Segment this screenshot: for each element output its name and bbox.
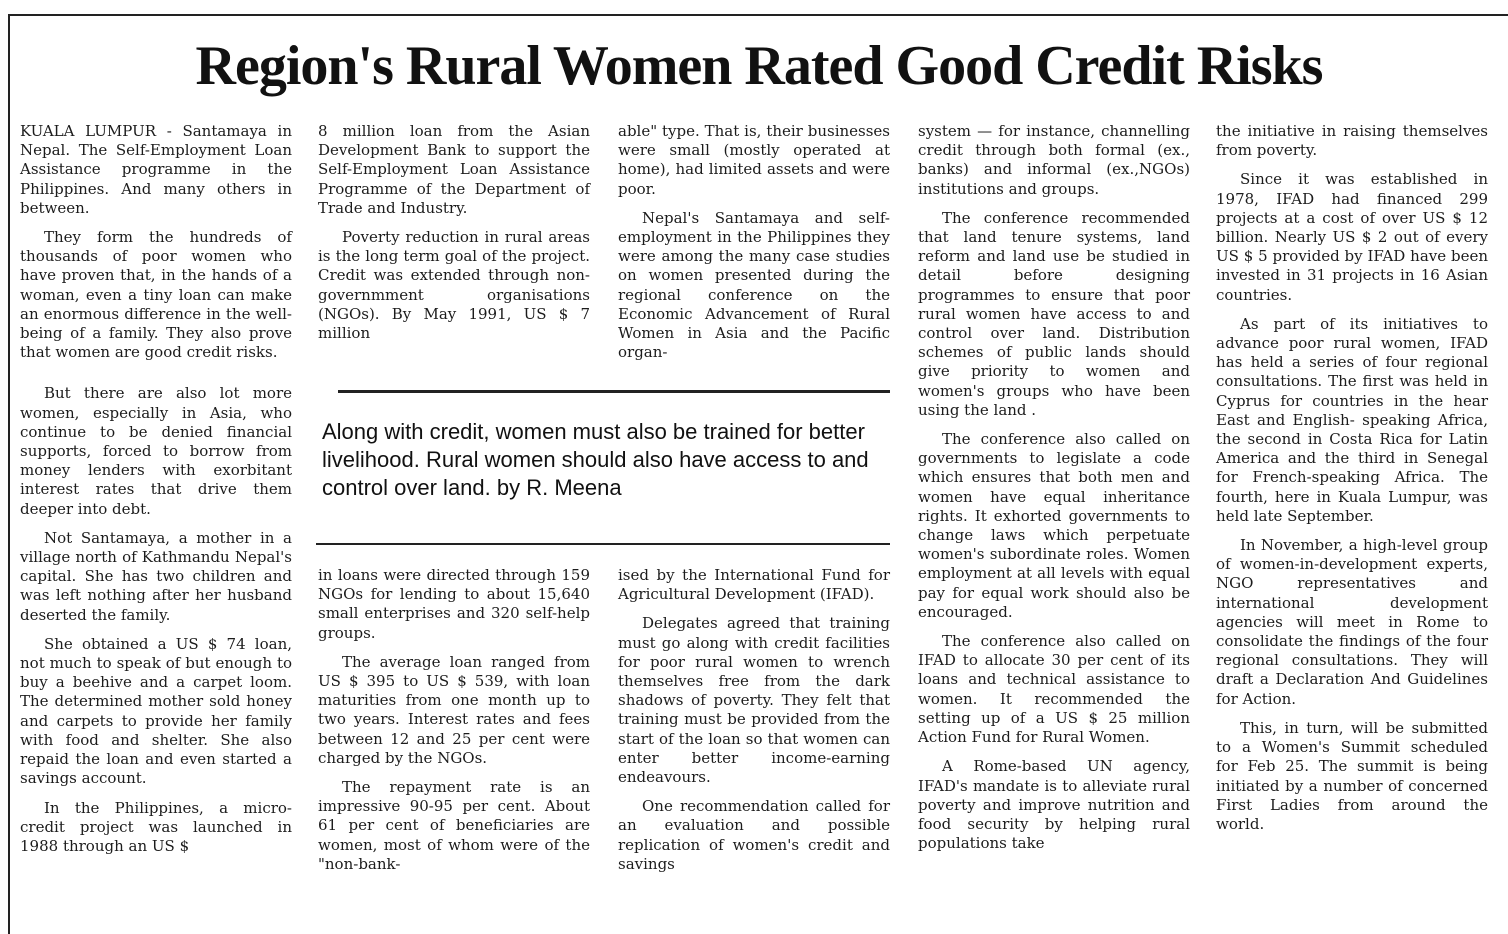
left-border-rule	[8, 14, 10, 934]
paragraph: Not Santamaya, a mother in a village north of Kathmandu Nepal's capital. She has two children and was left nothing after her husband deserted the family.	[20, 528, 292, 624]
paragraph: The repayment rate is an impressive 90-95 per cent. About 61 per cent of beneficiaries are women, most of whom were of the "non-bank-	[318, 778, 590, 873]
paragraph: This, in turn, will be submitted to a Women's Summit scheduled for Feb 25. The summit is being initiated by a number of concerned First Ladies from around the world.	[1216, 718, 1488, 833]
paragraph: Nepal's Santamaya and self-employment in the Philippines they were among the many case studies on women presented during the regional conference on the Economic Advancement of Rural Women in Asia and the Pacific organ-	[618, 208, 890, 362]
column-3-bottom	[618, 566, 890, 884]
paragraph: In the Philippines, a micro-credit project was launched in 1988 through an US $	[20, 798, 292, 855]
paragraph: One recommendation called for an evaluation and possible replication of women's credit and savings	[618, 797, 890, 873]
paragraph: A Rome-based UN agency, IFAD's mandate is to alleviate rural poverty and improve nutrition and food security by helping rural populations take	[918, 757, 1190, 853]
paragraph: Delegates agreed that training must go along with credit facilities for poor rural women to wrench themselves free from the dark shadows of poverty. They felt that training must be provided from the start of the loan so that women can enter better income-earning endeavours.	[618, 614, 890, 787]
pull-quote-bottom-rule	[316, 543, 890, 545]
paragraph: She obtained a US $ 74 loan, not much to speak of but enough to buy a beehive and a carpet loom. The determined mother sold honey and carpets to provide her family with food and shelter. She also repaid the loan and even started a savings account.	[20, 634, 292, 788]
paragraph: But there are also lot more women, especially in Asia, who continue to be denied financial supports, forced to borrow from money lenders with exorbitant interest rates that drive them deeper into debt.	[20, 384, 292, 518]
pull-quote-top-rule	[338, 390, 890, 393]
paragraph: system — for instance, channelling credit through both formal (ex., banks) and informal (ex.,NGOs) institutions and groups.	[918, 122, 1190, 198]
pull-quote: Along with credit, women must also be trained for better livelihood. Rural women should also have access to and control over land. by R. Meena	[322, 419, 869, 500]
column-5	[1216, 122, 1488, 844]
paragraph: The conference also called on IFAD to allocate 30 per cent of its loans and technical assistance to women. It recommended the setting up of a US $ 25 million Action Fund for Rural Women.	[918, 632, 1190, 747]
headline: Region's Rural Women Rated Good Credit Risks	[195, 35, 1323, 97]
paragraph: The conference also called on governments to legislate a code which ensures that both men and women have equal inheritance rights. It exhorted governments to change laws which perpetuate women's subordinate roles. Women employment at all levels with equal pay for equal work should also be encouraged.	[918, 430, 1190, 621]
paragraph: Since it was established in 1978, IFAD had financed 299 projects at a cost of over US $ 12 billion. Nearly US $ 2 out of every US $ 5 provided by IFAD have been invested in 31 projects in 16 Asian countries.	[1216, 170, 1488, 304]
column-1	[20, 122, 292, 866]
paragraph: The average loan ranged from US $ 395 to US $ 539, with loan maturities from one month up to two years. Interest rates and fees between 12 and 25 per cent were charged by the NGOs.	[318, 652, 590, 767]
column-3-top	[618, 122, 890, 372]
paragraph: KUALA LUMPUR - Santamaya in Nepal. The Self-Employment Loan Assistance programme in the Philippines. And many others in between.	[20, 122, 292, 217]
paragraph: In November, a high-level group of women-in-development experts, NGO representatives and international development agencies will meet in Rome to consolidate the findings of the four regional consultations. They will draft a Declaration And Guidelines for Action.	[1216, 536, 1488, 708]
column-2-top	[318, 122, 590, 353]
top-border-rule	[8, 14, 1508, 16]
paragraph: As part of its initiatives to advance poor rural women, IFAD has held a series of four regional consultations. The first was held in Cyprus for countries in the hear East and English- speaking Africa, the second in Costa Rica for Latin America and the third in Senegal for French-speaking Africa. The fourth, here in Kuala Lumpur, was held late September.	[1216, 314, 1488, 525]
paragraph: ised by the International Fund for Agricultural Development (IFAD).	[618, 566, 890, 604]
paragraph: the initiative in raising themselves from poverty.	[1216, 122, 1488, 160]
paragraph: The conference recommended that land tenure systems, land reform and land use be studied in detail before designing programmes to ensure that poor rural women have access to and control over land. Distribution schemes of public lands should give priority to women and women's groups who have been using the land .	[918, 208, 1190, 419]
paragraph: able" type. That is, their businesses were small (mostly operated at home), had limited assets and were poor.	[618, 122, 890, 198]
paragraph: Poverty reduction in rural areas is the long term goal of the project. Credit was extended through non-governmment organisations (NGOs). By May 1991, US $ 7 million	[318, 228, 590, 343]
column-4	[918, 122, 1190, 863]
paragraph: 8 million loan from the Asian Development Bank to support the Self-Employment Loan Assistance Programme of the Department of Trade and Industry.	[318, 122, 590, 217]
paragraph: They form the hundreds of thousands of poor women who have proven that, in the hands of a woman, even a tiny loan can make an enormous difference in the well-being of a family. They also prove that women are good credit risks.	[20, 228, 292, 362]
paragraph: in loans were directed through 159 NGOs for lending to about 15,640 small enterprises and 320 self-help groups.	[318, 566, 590, 642]
column-2-bottom	[318, 566, 590, 884]
